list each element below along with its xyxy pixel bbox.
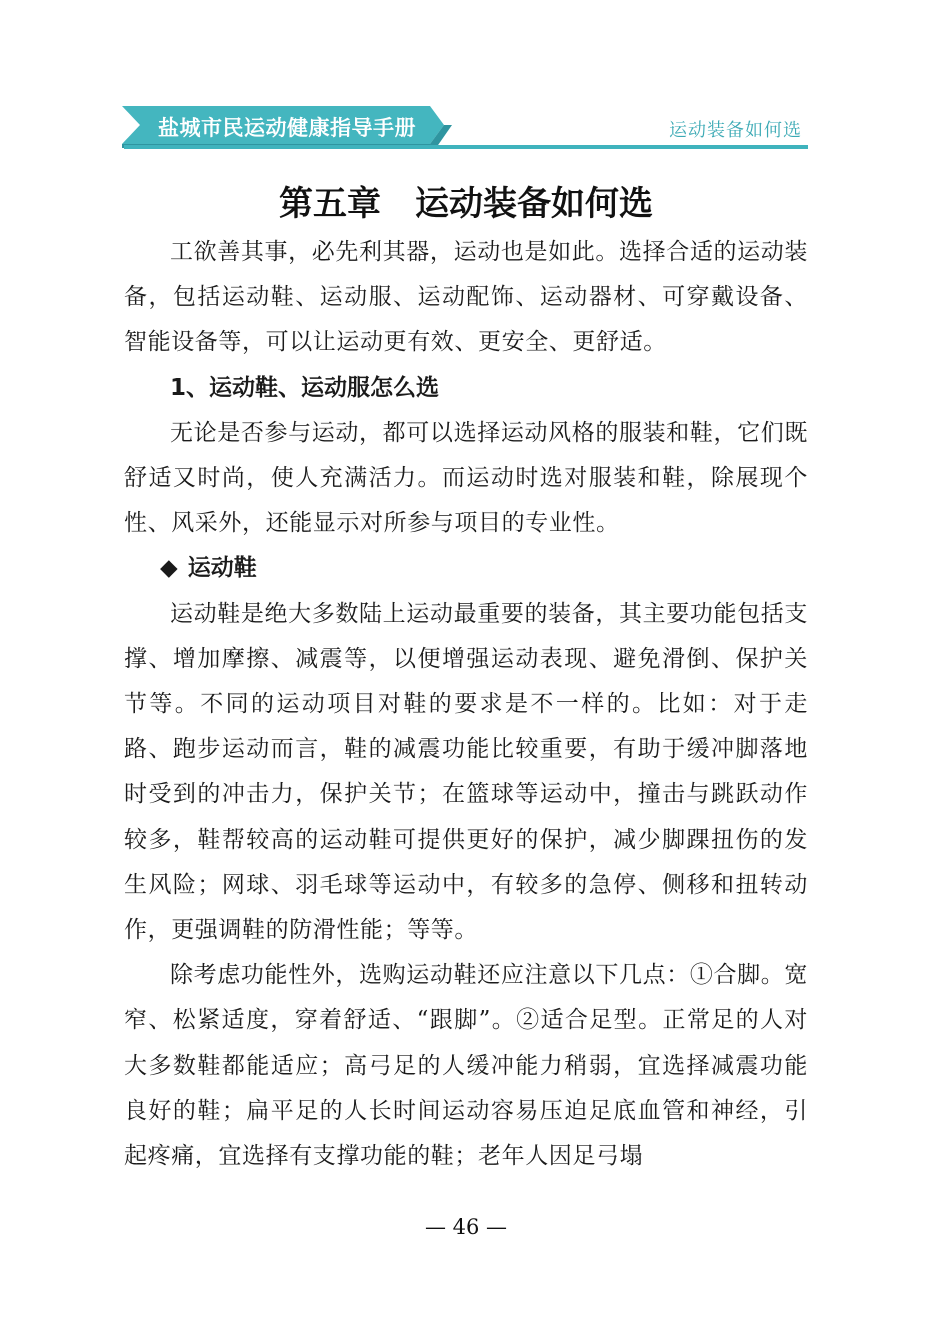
header-book-title: 盐城市民运动健康指导手册 xyxy=(158,116,416,140)
section-heading: 1、运动鞋、运动服怎么选 xyxy=(170,374,440,401)
subsection-heading xyxy=(124,546,808,591)
page-number: — 46 — xyxy=(424,1215,508,1239)
header-rule xyxy=(124,145,808,149)
header-section-title: 运动装备如何选 xyxy=(669,120,802,141)
chapter-name: 运动装备如何选 xyxy=(415,184,653,224)
body-text xyxy=(124,230,808,1179)
section-paragraph: 无论是否参与运动，都可以选择运动风格的服装和鞋，它们既舒适又时尚，使人充满活力。而运动时选对服装和鞋，除展现个性、风采外，还能显示对所参与项目的专业性。 xyxy=(124,419,808,537)
chapter-number: 第五章 xyxy=(279,184,381,224)
subsection-heading-label: 运动鞋 xyxy=(187,555,257,582)
chapter-title xyxy=(124,178,808,230)
intro-paragraph: 工欲善其事，必先利其器，运动也是如此。选择合适的运动装备，包括运动鞋、运动服、运动配饰、运动器材、可穿戴设备、智能设备等，可以让运动更有效、更安全、更舒适。 xyxy=(124,239,808,356)
diamond-bullet-icon: ◆ xyxy=(160,555,178,582)
shoes-paragraph-1: 运动鞋是绝大多数陆上运动最重要的装备，其主要功能包括支撑、增加摩擦、减震等，以便增强运动表现、避免滑倒、保护关节等。不同的运动项目对鞋的要求是不一样的。比如：对于走路、跑步运动而言，鞋的减震功能比较重要，有助于缓冲脚落地时受到的冲击力，保护关节；在篮球等运动中，撞击与跳跃动作较多，鞋帮较高的运动鞋可提供更好的保护，减少脚踝扭伤的发生风险；网球、羽毛球等运动中，有较多的急停、侧移和扭转动作，更强调鞋的防滑性能；等等。 xyxy=(124,600,808,944)
shoes-paragraph-2: 除考虑功能性外，选购运动鞋还应注意以下几点：①合脚。宽窄、松紧适度，穿着舒适、“跟脚”。②适合足型。正常足的人对大多数鞋都能适应；高弓足的人缓冲能力稍弱，宜选择减震功能良好的鞋；扁平足的人长时间运动容易压迫足底血管和神经，引起疼痛，宜选择有支撑功能的鞋；老年人因足弓塌 xyxy=(124,962,808,1170)
